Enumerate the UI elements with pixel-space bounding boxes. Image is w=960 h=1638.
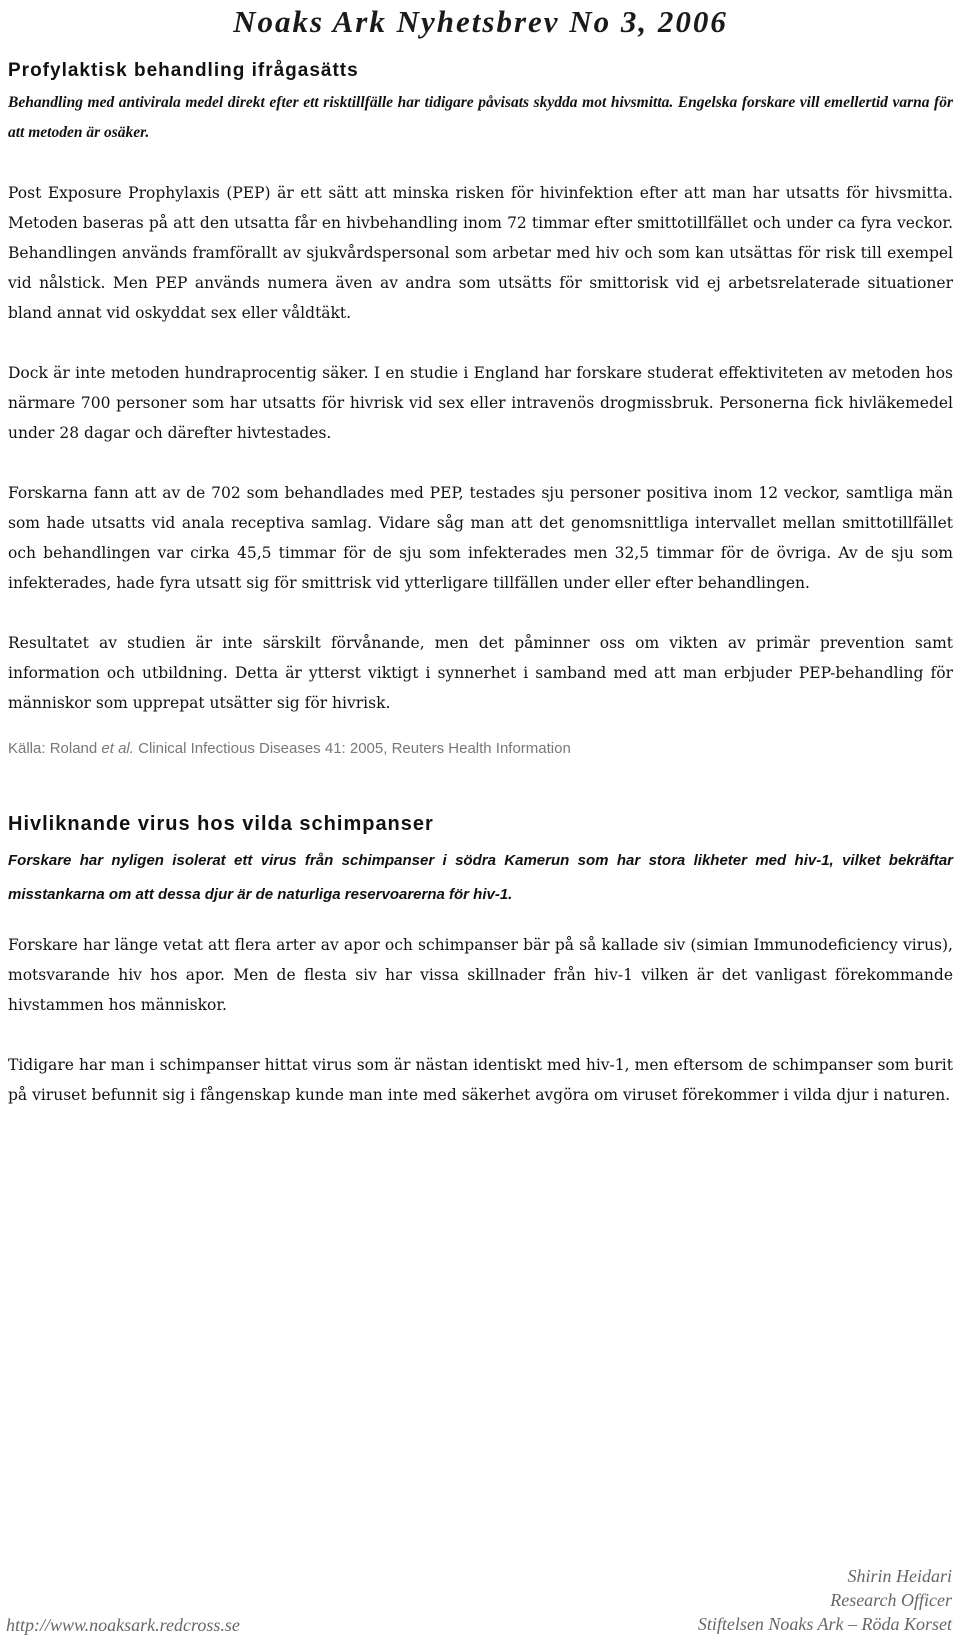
article-paragraph: Dock är inte metoden hundraprocentig säker. I en studie i England har forskare studerat effektiviteten av metoden hos närmare 700 personer som har utsatts för hivrisk vid sex eller intravenös drogmissbruk. Personerna fick hivläkemedel under 28 dagar och därefter hivtestades. <box>8 364 953 442</box>
source-etal: et al. <box>101 740 134 757</box>
author-signature <box>698 1564 952 1636</box>
article-prophylaxis <box>8 60 953 757</box>
article-headline: Profylaktisk behandling ifrågasätts <box>8 60 359 81</box>
article-paragraph: Resultatet av studien är inte särskilt förvånande, men det påminner oss om vikten av primär prevention samt information och utbildning. Detta är ytterst viktigt i synnerhet i samband med att man erbjuder PEP-behandling för människor som upprepat utsätter sig för hivrisk. <box>8 634 953 712</box>
newsletter-page <box>8 0 953 1110</box>
article-paragraph: Post Exposure Prophylaxis (PEP) är ett sätt att minska risken för hivinfektion efter att man har utsatts för hivsmitta. Metoden baseras på att den utsatta får en hivbehandling inom 72 timmar efter smittotillfället och under ca fyra veckor. Behandlingen används framförallt av sjukvårdspersonal som arbetar med hiv och som kan utsättas för risk till exempel vid nålstick. Men PEP används numera även av andra som utsätts för smittorisk vid ej arbetsrelaterade situationer bland annat vid oskyddat sex eller våldtäkt. <box>8 184 953 322</box>
article-paragraph: Forskarna fann att av de 702 som behandlades med PEP, testades sju personer positiva inom 12 veckor, samtliga män som hade utsatts vid anala receptiva samlag. Vidare såg man att det genomsnittliga intervallet mellan smittotillfället och behandlingen var cirka 45,5 timmar för de sju som infekterades men 32,5 timmar för de övriga. Av de sju som infekterades, hade fyra utsatt sig för smittrisk vid ytterligare tillfällen under eller efter behandlingen. <box>8 484 953 592</box>
author-title: Research Officer <box>830 1590 952 1610</box>
author-name: Shirin Heidari <box>847 1566 952 1586</box>
article-chimpanzee-virus <box>8 813 953 1110</box>
article-source <box>8 740 953 757</box>
source-prefix: Källa: Roland <box>8 740 102 757</box>
article-lead: Forskare har nyligen isolerat ett virus från schimpanser i södra Kamerun som har stora likheter med hiv-1, vilket bekräftar misstankarna om att dessa djur är de naturliga reservoarerna för hiv-1. <box>8 852 953 903</box>
website-link[interactable]: http://www.noaksark.redcross.se <box>6 1615 240 1635</box>
organization-name: Stiftelsen Noaks Ark – Röda Korset <box>697 1614 952 1634</box>
newsletter-title: Noaks Ark Nyhetsbrev No 3, 2006 <box>233 4 728 39</box>
article-paragraph: Tidigare har man i schimpanser hittat virus som är nästan identiskt med hiv-1, men eftersom de schimpanser som burit på viruset befunnit sig i fångenskap kunde man inte med säkerhet avgöra om viruset förekommer i vilda djur i naturen. <box>8 1056 953 1104</box>
source-suffix: Clinical Infectious Diseases 41: 2005, Reuters Health Information <box>133 740 571 757</box>
article-paragraph: Forskare har länge vetat att flera arter av apor och schimpanser bär på så kallade siv (simian Immunodeficiency virus), motsvarande hiv hos apor. Men de flesta siv har vissa skillnader från hiv-1 vilken är det vanligast förekommande hivstammen hos människor. <box>8 936 953 1014</box>
article-headline: Hivliknande virus hos vilda schimpanser <box>8 813 434 835</box>
article-lead: Behandling med antivirala medel direkt efter ett risktillfälle har tidigare påvisats skydda mot hivsmitta. Engelska forskare vill emellertid varna för att metoden är osäker. <box>8 94 953 141</box>
